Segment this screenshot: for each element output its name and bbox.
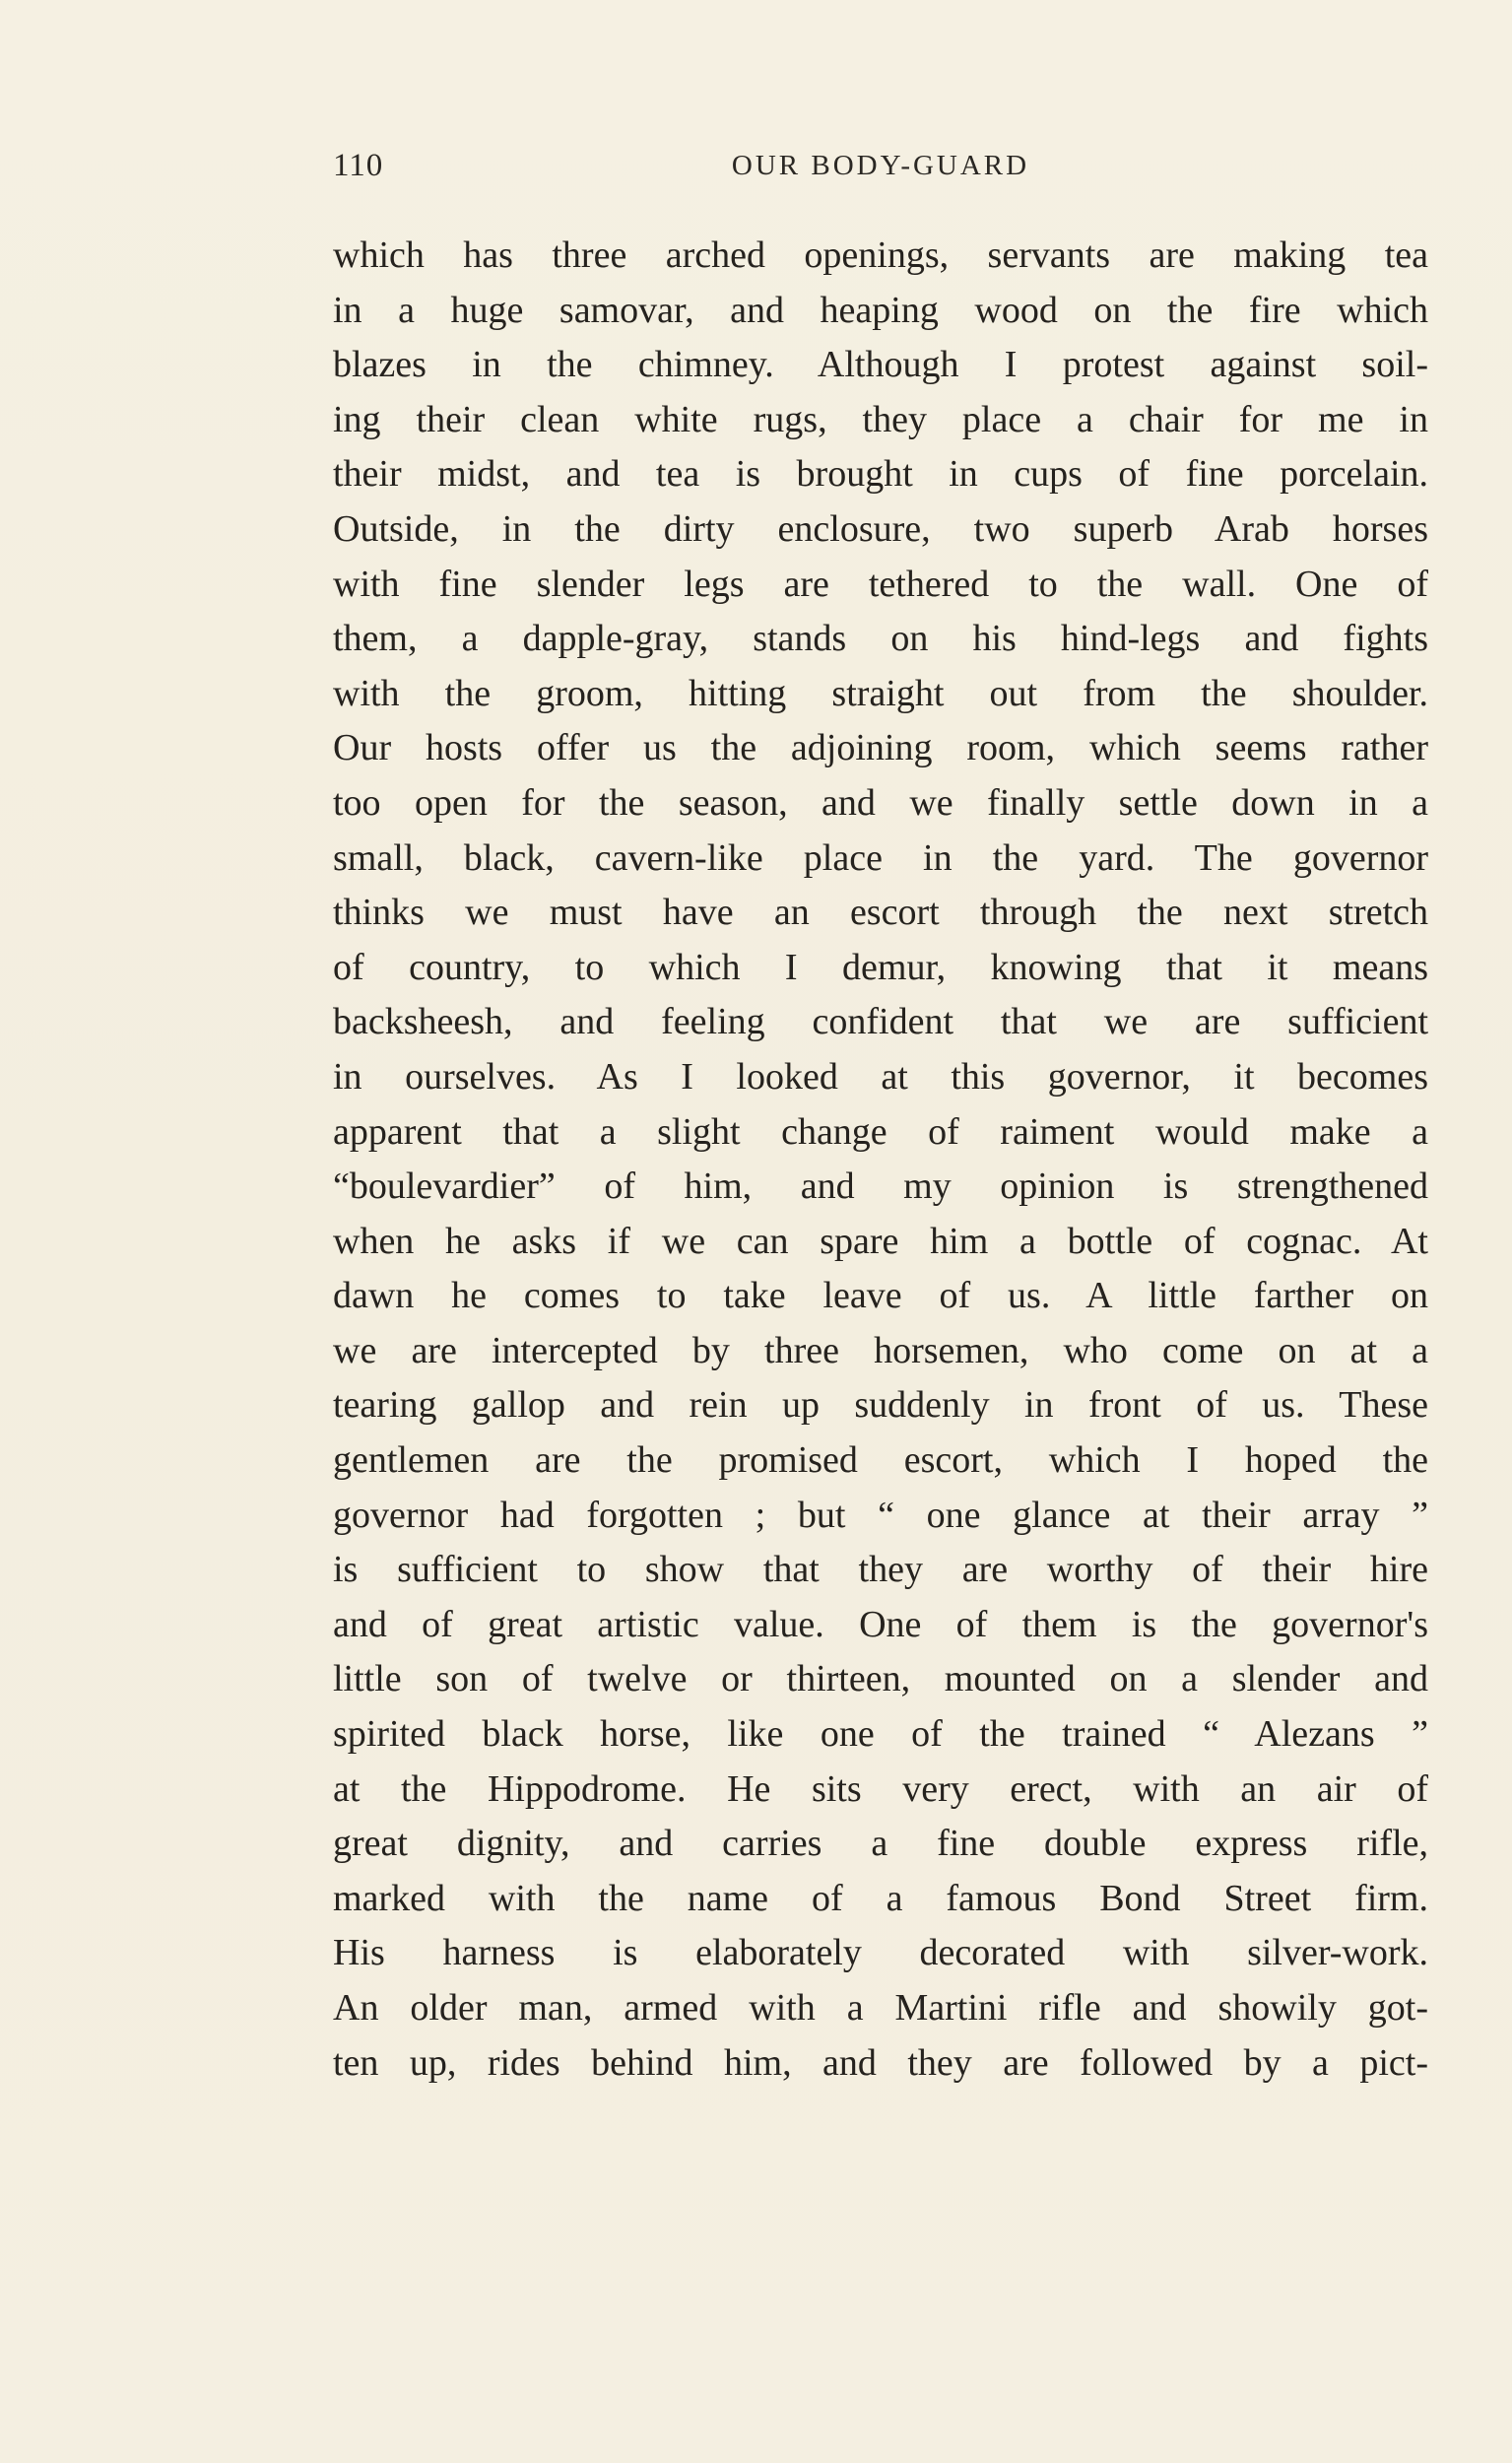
text-line: thinks we must have an escort through the next stretch <box>333 892 1428 934</box>
text-line: and of great artistic value. One of them is the governor's <box>333 1603 1428 1645</box>
text-line: small, black, cavern-like place in the yard. The governor <box>333 836 1428 879</box>
text-line: with fine slender legs are tethered to the wall. One of <box>333 563 1428 605</box>
text-line: ten up, rides behind him, and they are followed by a pict- <box>333 2041 1428 2084</box>
text-line: with the groom, hitting straight out from the shoulder. <box>333 672 1428 714</box>
text-line: Outside, in the dirty enclosure, two superb Arab horses <box>333 507 1428 550</box>
text-line: we are intercepted by three horsemen, who come on at a <box>333 1329 1428 1371</box>
text-line: gentlemen are the promised escort, which I hoped the <box>333 1439 1428 1482</box>
text-line: “boulevardier” of him, and my opinion is strengthened <box>333 1165 1428 1208</box>
text-line: An older man, armed with a Martini rifle and showily got- <box>333 1987 1428 2029</box>
text-line: which has three arched openings, servants are making tea <box>333 234 1428 276</box>
text-line: their midst, and tea is brought in cups of fine porcelain. <box>333 453 1428 496</box>
text-line: tearing gallop and rein up suddenly in front of us. These <box>333 1384 1428 1427</box>
text-line: spirited black horse, like one of the trained “ Alezans ” <box>333 1713 1428 1756</box>
page-number: 110 <box>333 148 384 183</box>
text-line: in a huge samovar, and heaping wood on the fire which <box>333 289 1428 331</box>
text-line: little son of twelve or thirteen, mounted on a slender and <box>333 1658 1428 1700</box>
text-line: Our hosts offer us the adjoining room, which seems rather <box>333 727 1428 769</box>
text-line: His harness is elaborately decorated with silver-work. <box>333 1932 1428 1974</box>
text-line: governor had forgotten ; but “ one glance at their array ” <box>333 1494 1428 1536</box>
text-line: apparent that a slight change of raiment would make a <box>333 1110 1428 1153</box>
body-text <box>333 229 1428 2091</box>
text-line: when he asks if we can spare him a bottle of cognac. At <box>333 1220 1428 1262</box>
running-head <box>333 148 1428 197</box>
text-line: backsheesh, and feeling confident that we are sufficient <box>333 1001 1428 1043</box>
text-line: marked with the name of a famous Bond Street firm. <box>333 1877 1428 1919</box>
text-line: is sufficient to show that they are worthy of their hire <box>333 1549 1428 1591</box>
text-line: in ourselves. As I looked at this governor, it becomes <box>333 1055 1428 1098</box>
running-title: OUR BODY-GUARD <box>731 150 1030 181</box>
text-line: blazes in the chimney. Although I protest against soil- <box>333 344 1428 386</box>
text-line: great dignity, and carries a fine double express rifle, <box>333 1823 1428 1865</box>
text-line: dawn he comes to take leave of us. A little farther on <box>333 1275 1428 1317</box>
text-line: too open for the season, and we finally settle down in a <box>333 781 1428 824</box>
text-line: of country, to which I demur, knowing that it means <box>333 946 1428 988</box>
text-line: at the Hippodrome. He sits very erect, with an air of <box>333 1767 1428 1810</box>
text-line: them, a dapple-gray, stands on his hind-legs and fights <box>333 618 1428 660</box>
text-line: ing their clean white rugs, they place a chair for me in <box>333 398 1428 440</box>
